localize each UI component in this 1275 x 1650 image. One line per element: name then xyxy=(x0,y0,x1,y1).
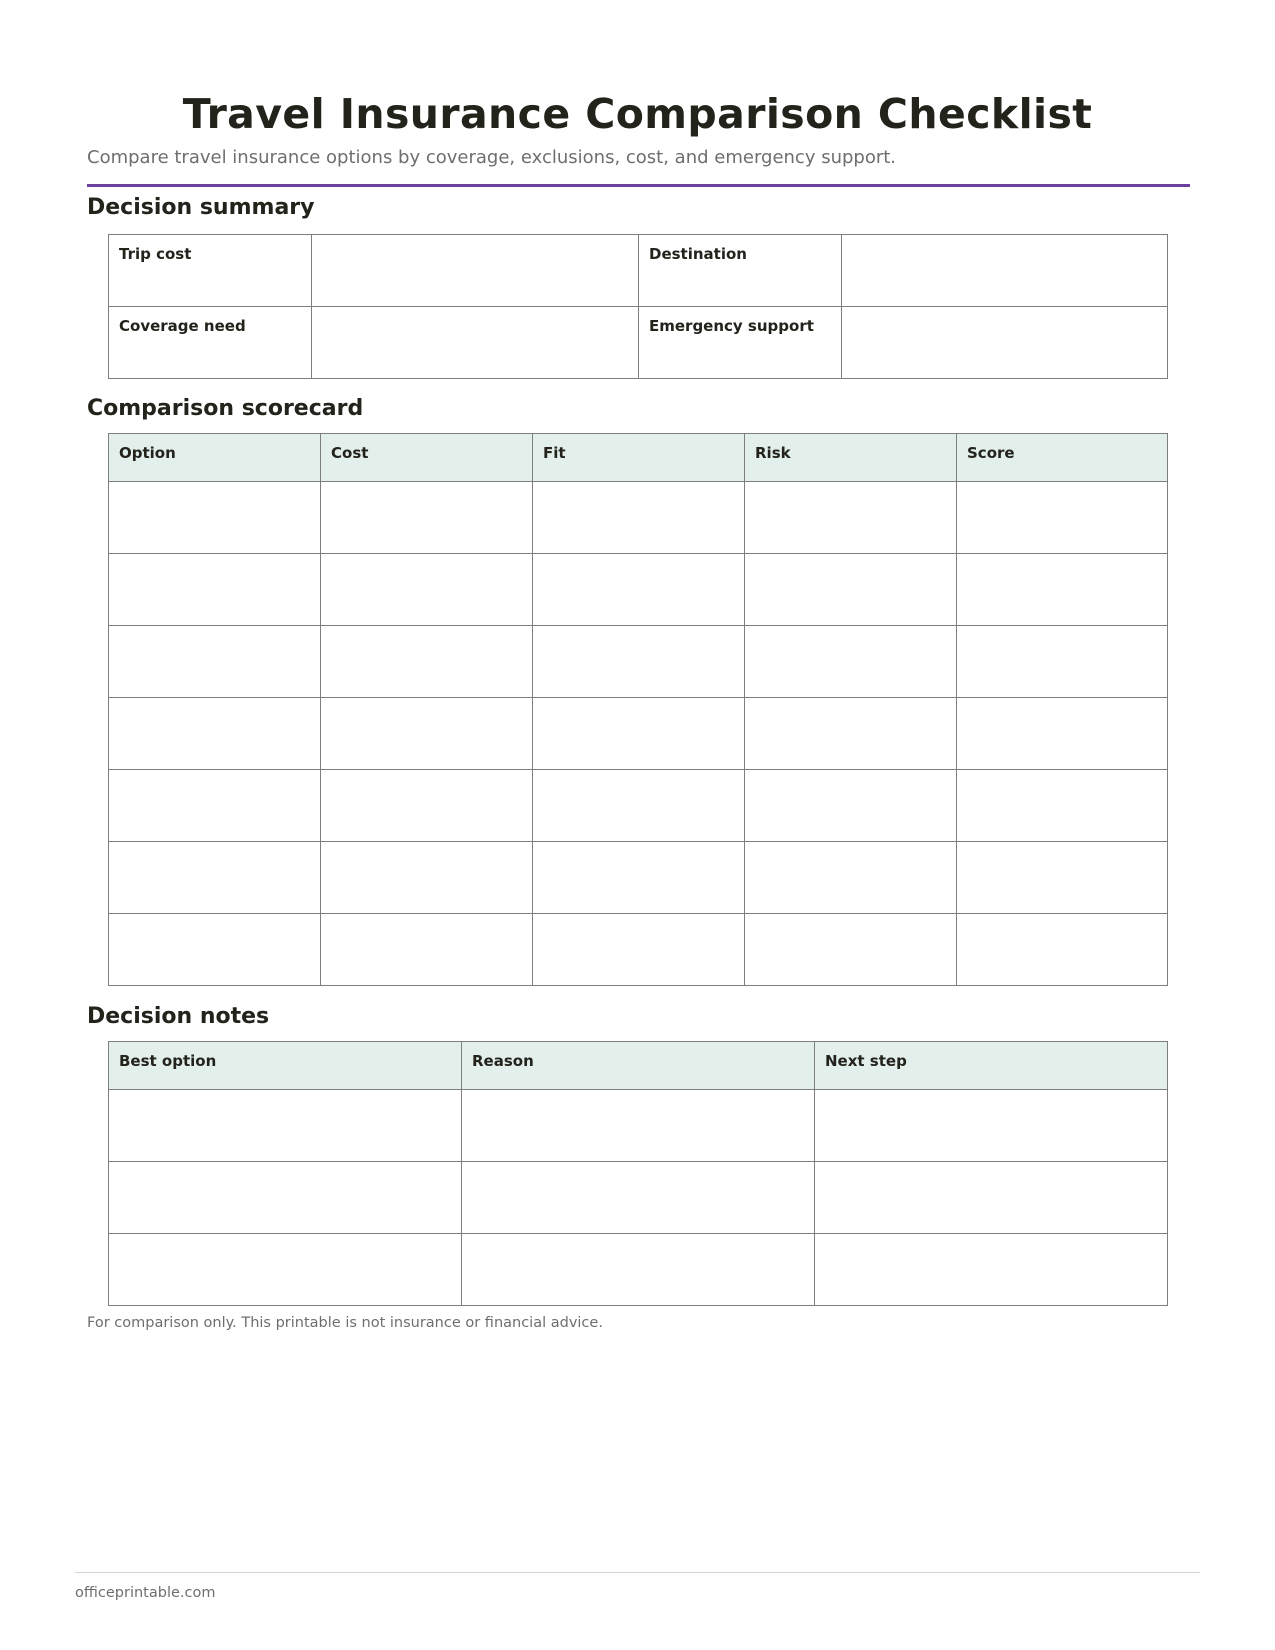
column-header-score: Score xyxy=(957,434,1168,482)
scorecard-row xyxy=(109,770,1168,842)
table-cell[interactable] xyxy=(109,698,321,770)
table-cell[interactable] xyxy=(745,554,957,626)
cell-value xyxy=(321,914,532,923)
scorecard-row xyxy=(109,914,1168,986)
emergency-support-label: Emergency support xyxy=(649,317,814,335)
emergency-support-field[interactable] xyxy=(842,307,1168,379)
column-header-fit: Fit xyxy=(533,434,745,482)
cell-value xyxy=(957,482,1167,491)
decision-summary-table xyxy=(108,234,1168,379)
cell-value xyxy=(533,626,744,635)
cell-value xyxy=(957,770,1167,779)
cell-value xyxy=(321,770,532,779)
table-cell[interactable] xyxy=(321,482,533,554)
cell-value xyxy=(462,1162,814,1171)
decision-notes-table xyxy=(108,1041,1168,1306)
table-cell[interactable] xyxy=(815,1162,1168,1234)
decision-notes-heading: Decision notes xyxy=(87,1004,270,1029)
cell-value xyxy=(321,554,532,563)
table-cell[interactable] xyxy=(321,554,533,626)
destination-field[interactable] xyxy=(842,235,1168,307)
column-header-reason: Reason xyxy=(462,1042,815,1090)
destination-label: Destination xyxy=(649,245,747,263)
cell-value xyxy=(957,554,1167,563)
table-cell[interactable] xyxy=(815,1090,1168,1162)
cell-value xyxy=(321,842,532,851)
cell-value xyxy=(533,842,744,851)
destination-value xyxy=(842,235,1167,244)
scorecard-row xyxy=(109,554,1168,626)
footer-site-name: officeprintable.com xyxy=(75,1585,216,1601)
table-cell[interactable] xyxy=(321,842,533,914)
cell-value xyxy=(109,842,320,851)
footer-divider xyxy=(75,1572,1200,1573)
table-cell[interactable] xyxy=(745,914,957,986)
summary-row xyxy=(109,235,1168,307)
scorecard-body xyxy=(109,482,1168,986)
table-cell[interactable] xyxy=(957,770,1168,842)
table-cell[interactable] xyxy=(321,770,533,842)
cell-value xyxy=(957,842,1167,851)
cell-value xyxy=(533,770,744,779)
decision-summary-heading: Decision summary xyxy=(87,195,315,220)
cell-value xyxy=(815,1090,1167,1099)
cell-value xyxy=(745,482,956,491)
summary-row xyxy=(109,307,1168,379)
cell-value xyxy=(109,554,320,563)
cell-value xyxy=(533,914,744,923)
cell-value xyxy=(533,482,744,491)
scorecard-row xyxy=(109,842,1168,914)
table-cell[interactable] xyxy=(533,770,745,842)
table-cell[interactable] xyxy=(957,698,1168,770)
table-cell[interactable] xyxy=(109,770,321,842)
table-cell[interactable] xyxy=(109,626,321,698)
scorecard-row xyxy=(109,482,1168,554)
table-cell[interactable] xyxy=(745,626,957,698)
cell-value xyxy=(957,914,1167,923)
table-cell[interactable] xyxy=(533,842,745,914)
cell-value xyxy=(815,1234,1167,1243)
trip-cost-value xyxy=(312,235,638,244)
emergency-support-value xyxy=(842,307,1167,316)
trip-cost-label: Trip cost xyxy=(119,245,192,263)
table-cell[interactable] xyxy=(745,770,957,842)
cell-value xyxy=(321,698,532,707)
cell-value xyxy=(321,626,532,635)
trip-cost-label-cell xyxy=(109,235,312,307)
cell-value xyxy=(109,626,320,635)
table-cell[interactable] xyxy=(957,842,1168,914)
trip-cost-field[interactable] xyxy=(312,235,639,307)
table-cell[interactable] xyxy=(321,914,533,986)
table-cell[interactable] xyxy=(462,1090,815,1162)
destination-label-cell xyxy=(639,235,842,307)
table-cell[interactable] xyxy=(745,842,957,914)
table-cell[interactable] xyxy=(533,914,745,986)
table-cell[interactable] xyxy=(957,626,1168,698)
comparison-scorecard-heading: Comparison scorecard xyxy=(87,396,364,421)
table-cell[interactable] xyxy=(109,1234,462,1306)
table-cell[interactable] xyxy=(321,698,533,770)
table-cell[interactable] xyxy=(321,626,533,698)
table-cell[interactable] xyxy=(109,1090,462,1162)
table-cell[interactable] xyxy=(109,482,321,554)
table-cell[interactable] xyxy=(815,1234,1168,1306)
table-cell[interactable] xyxy=(533,482,745,554)
cell-value xyxy=(745,554,956,563)
cell-value xyxy=(109,770,320,779)
notes-header-row xyxy=(109,1042,1168,1090)
column-header-option: Option xyxy=(109,434,321,482)
cell-value xyxy=(745,626,956,635)
scorecard-row xyxy=(109,698,1168,770)
table-cell[interactable] xyxy=(533,554,745,626)
scorecard-header-row xyxy=(109,434,1168,482)
cell-value xyxy=(109,1162,461,1171)
cell-value xyxy=(462,1234,814,1243)
coverage-need-field[interactable] xyxy=(312,307,639,379)
table-cell[interactable] xyxy=(745,698,957,770)
table-cell[interactable] xyxy=(745,482,957,554)
table-cell[interactable] xyxy=(109,1162,462,1234)
cell-value xyxy=(957,698,1167,707)
cell-value xyxy=(533,554,744,563)
coverage-need-value xyxy=(312,307,638,316)
title-divider xyxy=(87,184,1190,187)
cell-value xyxy=(745,698,956,707)
cell-value xyxy=(109,1090,461,1099)
table-cell[interactable] xyxy=(533,698,745,770)
table-cell[interactable] xyxy=(533,626,745,698)
coverage-need-label: Coverage need xyxy=(119,317,246,335)
cell-value xyxy=(957,626,1167,635)
table-cell[interactable] xyxy=(109,914,321,986)
cell-value xyxy=(462,1090,814,1099)
notes-row xyxy=(109,1090,1168,1162)
column-header-cost: Cost xyxy=(321,434,533,482)
column-header-risk: Risk xyxy=(745,434,957,482)
cell-value xyxy=(109,914,320,923)
column-header-best-option: Best option xyxy=(109,1042,462,1090)
table-cell[interactable] xyxy=(957,554,1168,626)
coverage-need-label-cell xyxy=(109,307,312,379)
cell-value xyxy=(109,482,320,491)
table-cell[interactable] xyxy=(109,842,321,914)
cell-value xyxy=(745,842,956,851)
page-title: Travel Insurance Comparison Checklist xyxy=(182,90,1093,138)
table-cell[interactable] xyxy=(109,554,321,626)
disclaimer-text: For comparison only. This printable is not insurance or financial advice. xyxy=(87,1315,603,1331)
table-cell[interactable] xyxy=(462,1162,815,1234)
column-header-next-step: Next step xyxy=(815,1042,1168,1090)
emergency-support-label-cell xyxy=(639,307,842,379)
cell-value xyxy=(815,1162,1167,1171)
notes-row xyxy=(109,1162,1168,1234)
cell-value xyxy=(745,770,956,779)
page-subtitle: Compare travel insurance options by coverage, exclusions, cost, and emergency support. xyxy=(87,147,897,168)
cell-value xyxy=(321,482,532,491)
cell-value xyxy=(109,1234,461,1243)
table-cell[interactable] xyxy=(957,914,1168,986)
table-cell[interactable] xyxy=(957,482,1168,554)
table-cell[interactable] xyxy=(462,1234,815,1306)
notes-row xyxy=(109,1234,1168,1306)
scorecard-row xyxy=(109,626,1168,698)
cell-value xyxy=(533,698,744,707)
comparison-scorecard-table xyxy=(108,433,1168,986)
notes-body xyxy=(109,1090,1168,1306)
cell-value xyxy=(109,698,320,707)
cell-value xyxy=(745,914,956,923)
